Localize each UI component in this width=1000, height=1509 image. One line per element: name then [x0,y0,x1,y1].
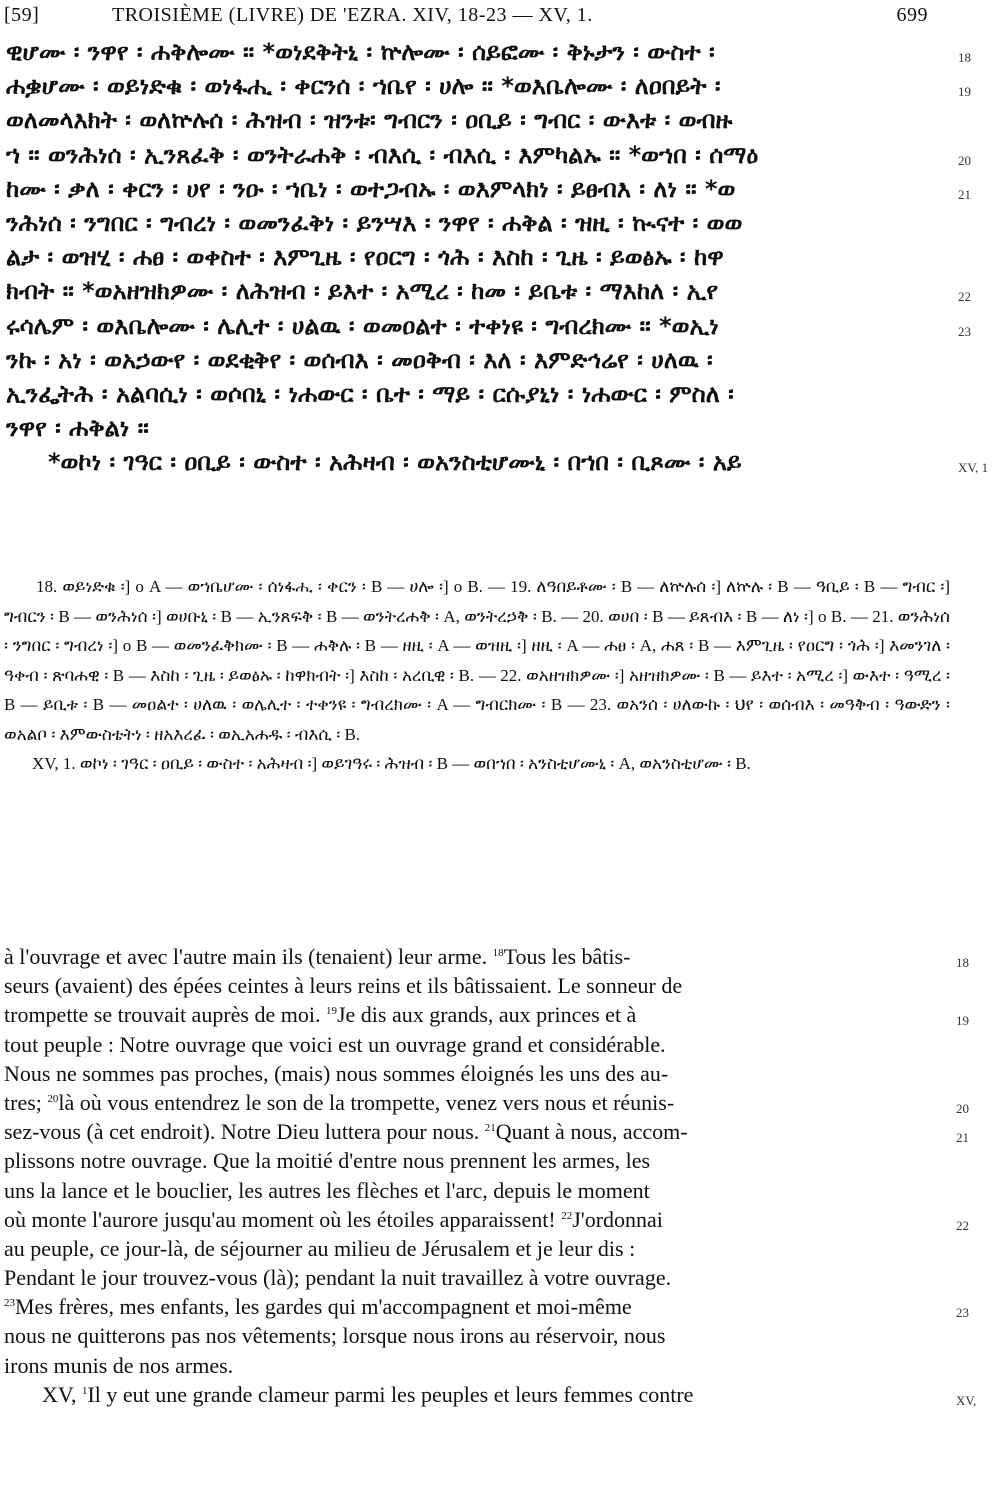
translation-text: Pendant le jour trouvez-vous (là); pendant la nuit travaillez à votre ouvrage. [4,1265,672,1291]
geez-line-text: ንኩ ፡ አነ ፡ ወአኃውየ ፡ ወደቂቅየ ፡ ወሰብእ ፡ መዐቅብ ፡ እለ ፡ እምድኅሬየ ፡ ሀለዉ ፡ [6,345,713,374]
verse-superscript: 22 [561,1209,573,1222]
translation-text: uns la lance et le bouclier, les autres les flèches et l'arc, depuis le moment [4,1177,650,1203]
geez-line-text: ልታ ፡ ወዝሂ ፡ ሐፀ ፡ ወቀስተ ፡ እምጊዜ ፡ የዐርግ ፡ ጎሕ ፡ እስከ ፡ ጊዜ ፡ ይወፅኡ ፡ ከዋ [6,243,724,272]
translation-text-continued: Tous les bâtis- [503,944,631,969]
geez-line [6,411,936,445]
verse-number: 22 [956,1217,969,1233]
translation-line [4,971,930,1000]
geez-line-text: ኀ ። ወንሕነሰ ፡ ኢንጸፈቅ ፡ ወንትራሐቅ ፡ ብእሲ ፡ ብእሲ ፡ እምካልኡ ። *ወኀበ ፡ ሰማዕ [6,140,759,169]
page-number: 699 [896,4,928,26]
verse-number: XV, 1 [958,460,989,476]
verse-superscript: 18 [492,947,504,959]
translation-text: XV, [42,1381,82,1407]
verse-number: 18 [956,955,969,970]
verse-number: 19 [956,1013,969,1029]
verse-number: 21 [956,1130,969,1146]
translation-line [4,1059,930,1088]
running-header [4,4,928,32]
translation-text: plissons notre ouvrage. Que la moitié d'entre nous prennent les armes, les [4,1148,651,1174]
verse-superscript: 23 [4,1297,15,1310]
geez-line [6,377,936,411]
translation-line [4,1000,969,1029]
translation-text: trompette se trouvait auprès de moi. [4,1002,326,1028]
verse-number: 20 [956,1100,969,1116]
verse-number: 20 [958,152,971,168]
translation-text-continued: Il y eut une grande clameur parmi les peuples et leurs femmes contre [87,1381,694,1407]
translation-text-continued: J'ordonnai [572,1206,663,1232]
translation-text: où monte l'aurore jusqu'au moment où les étoiles apparaissent! [4,1206,562,1232]
geez-line-text: ንዋየ ፡ ሐቅልነ ። [6,414,149,443]
geez-line-text: ሩሳሌም ፡ ወእቤሎሙ ፡ ሌሊተ ፡ ሀልዉ ፡ ወመዐልተ ፡ ተቀነዩ ፡ ግብረክሙ ። *ወኢነ [6,311,719,340]
geez-line [6,240,936,274]
geez-line [6,172,971,206]
geez-line-text: ሐቌሆሙ ፡ ወይነድቁ ፡ ወነፋሒ ፡ ቀርንሰ ፡ ኀቤየ ፡ ሀሎ ። *ወእቤሎሙ ፡ ለዐበይት ፡ [6,72,721,101]
translation-text: à l'ouvrage et avec l'autre main ils (tenaient) leur arme. [4,944,493,969]
page-title: TROISIÈME (LIVRE) DE 'EZRA. XIV, 18-23 — XV, 1. [112,4,593,26]
verse-number: 21 [958,186,971,202]
translation-line [4,1117,969,1146]
translation-line [4,1146,930,1175]
geez-line-text: ዊሆሙ ፡ ንዋየ ፡ ሐቅሎሙ ። *ወነደቅትኒ ፡ ኵሎሙ ፡ ሰይፎሙ ፡ ቅኑታን ፡ ውስተ ፡ [6,38,715,66]
folio-number: [59] [4,4,40,26]
geez-line [6,309,971,343]
translation-text-continued: Mes frères, mes enfants, les gardes qui m'accompagnent et moi-même [15,1294,632,1320]
translation-text: seurs (avaient) des épées ceintes à leurs reins et ils bâtissaient. Le sonneur de [4,973,683,999]
translation-line [4,1321,930,1350]
translation-text: tout peuple : Notre ouvrage que voici est un ouvrage grand et considérable. [4,1031,666,1057]
geez-line-text: ኢንፌትሕ ፡ አልባሲነ ፡ ወሶበኒ ፡ ነሐውር ፡ ቤተ ፡ ማይ ፡ ርሱያኒነ ፡ ነሐውር ፡ ምስለ ፡ [6,379,734,408]
geez-line [6,274,971,308]
geez-line [6,103,936,137]
geez-line [6,69,971,103]
geez-line [6,343,936,377]
translation-line [4,1234,930,1263]
translation-text: tres; [4,1089,48,1115]
geez-line [6,138,971,172]
translation-line [4,1205,969,1234]
verse-number: 22 [958,289,971,305]
geez-line-text: ንሕነሰ ፡ ንግበር ፡ ግብረነ ፡ ወመንፈቅነ ፡ ይንሣእ ፡ ንዋየ ፡ ሐቅል ፡ ዝዚ ፡ ኲናተ ፡ ወወ [6,208,743,237]
translation-line [4,1380,977,1409]
translation-text: irons munis de nos armes. [4,1352,234,1378]
translation-text: nous ne quitterons pas nos vêtements; lorsque nous irons au réservoir, nous [4,1323,666,1349]
geez-line [6,35,971,69]
geez-line-text: ወለመላእክት ፡ ወለኵሉሰ ፡ ሕዝብ ፡ ዝንቱ፡ ግብርን ፡ ዐቢይ ፡ ግብር ፡ ውእቱ ፡ ወብዙ [6,106,733,135]
translation-text-continued: Je dis aux grands, aux princes et à [336,1002,637,1028]
verse-number: 23 [958,323,971,339]
verse-number: 18 [958,50,971,65]
translation-text-continued: là où vous entendrez le son de la trompette, venez vers nous et réunis- [58,1089,675,1115]
critical-apparatus [4,572,950,779]
apparatus-paragraph: XV, 1. ወኮነ ፡ ገዓር ፡ ዐቢይ ፡ ውስተ ፡ አሕዛብ ፡] ወይገዓሩ ፡ ሕዝብ ፡ B — ወበኀበ ፡ አንስቲሆሙኒ ፡ A, ወአንስቲሆሙ ፡ B. [32,754,751,773]
geez-line [6,445,989,479]
translation-text: Nous ne sommes pas proches, (mais) nous sommes éloignés les uns des au- [4,1060,669,1086]
translation-line [4,1030,930,1059]
verse-number: 23 [956,1305,969,1321]
translation-line [4,1088,969,1117]
translation-text: au peuple, ce jour-là, de séjourner au milieu de Jérusalem et je leur dis : [4,1235,636,1261]
geez-line-text: ከሙ ፡ ቃለ ፡ ቀርን ፡ ሀየ ፡ ንዑ ፡ ኀቤነ ፡ ወተጋብኡ ፡ ወእምላክነ ፡ ይፀብእ ፡ ለነ ። *ወ [6,174,736,203]
translation-line [4,1263,930,1292]
apparatus-paragraph: 18. ወይነድቁ ፡] ο A — ወኀቤሆሙ ፡ ሰነፋሒ ፡ ቀርን ፡ B — ሀሎ ፡] ο B. — 19. ለዓበይቶሙ ፡ B — ለኵሉሰ ፡] ለኵሉ ፡ B — ዓቢይ ፡ B — ግብር ፡] ግብርን ፡ B — ወንሕነሰ ፡] ወሀቡኒ ፡ B — ኢንጸፍቅ ፡ B — ወንትረሐቅ ፡ A, ወንትረኃቅ ፡ B. — 20. ወሀበ ፡ B — ይጸብእ ፡ B — ለነ ፡] ο B. — 21. ወንሕነሰ ፡ ንግበር ፡ ግብረነ ፡] ο B — ወመንፈቅክሙ ፡ B — ሐቅሉ ፡ B — ዘዚ ፡ A — ወዝዚ ፡] ዘዚ ፡ A — ሐፀ ፡ A, ሐጸ ፡ B — እምጊዜ ፡ የዐርግ ፡ ጎሕ ፡] እመንገለ ፡ ዓቀብ ፡ ጽባሐዊ ፡ B — እስከ ፡ ጊዜ ፡ ይወፅኡ ፡ ከዋክብት ፡] እስከ ፡ አረቢዊ ፡ B. — 22. ወአዘዝክዎሙ ፡] አዘዝክዎሙ ፡ B — ይእተ ፡ አሚረ ፡] ውእተ ፡ ዓሚረ ፡ B — ይቢቱ ፡ B — መዐልተ ፡ ሀለዉ ፡ ወሌሊተ ፡ ተቀንዩ ፡ ግብረክሙ ፡ A — ግብርክሙ ፡ B — 23. ወአንሰ ፡ ሀለውኩ ፡ ህየ ፡ ወሰብእ ፡ መዓቅብ ፡ ዓውድን ፡ ወአልቦ ፡ እምውስቴትነ ፡ ዘአእረፈ ፡ ወኢአሐዱ ፡ ብእሲ ፡ B. [4,577,950,744]
french-translation-block [4,942,977,1409]
verse-number: 19 [958,84,971,100]
geez-text-block [6,35,989,479]
translation-text: sez-vous (à cet endroit). Notre Dieu luttera pour nous. [4,1119,485,1145]
verse-superscript: 19 [325,1005,337,1018]
translation-line [4,942,969,971]
translation-line [4,1176,930,1205]
verse-superscript: 20 [47,1092,59,1105]
geez-line-text: *ወኮነ ፡ ገዓር ፡ ዐቢይ ፡ ውስተ ፡ አሕዛብ ፡ ወአንስቲሆሙኒ ፡ በኀበ ፡ ቢጾሙ ፡ አይ [48,448,742,477]
geez-line-text: ክብት ። *ወአዘዝክዎሙ ፡ ለሕዝብ ፡ ይእተ ፡ አሚረ ፡ ከመ ፡ ይቤቱ ፡ ማእከለ ፡ ኢየ [6,277,719,306]
translation-text-continued: Quant à nous, accom- [495,1119,688,1145]
geez-line [6,206,936,240]
translation-line [4,1351,930,1380]
verse-number: XV, [956,1392,977,1408]
verse-superscript: 1 [81,1384,88,1397]
verse-superscript: 21 [484,1122,496,1135]
translation-line [4,1292,969,1321]
